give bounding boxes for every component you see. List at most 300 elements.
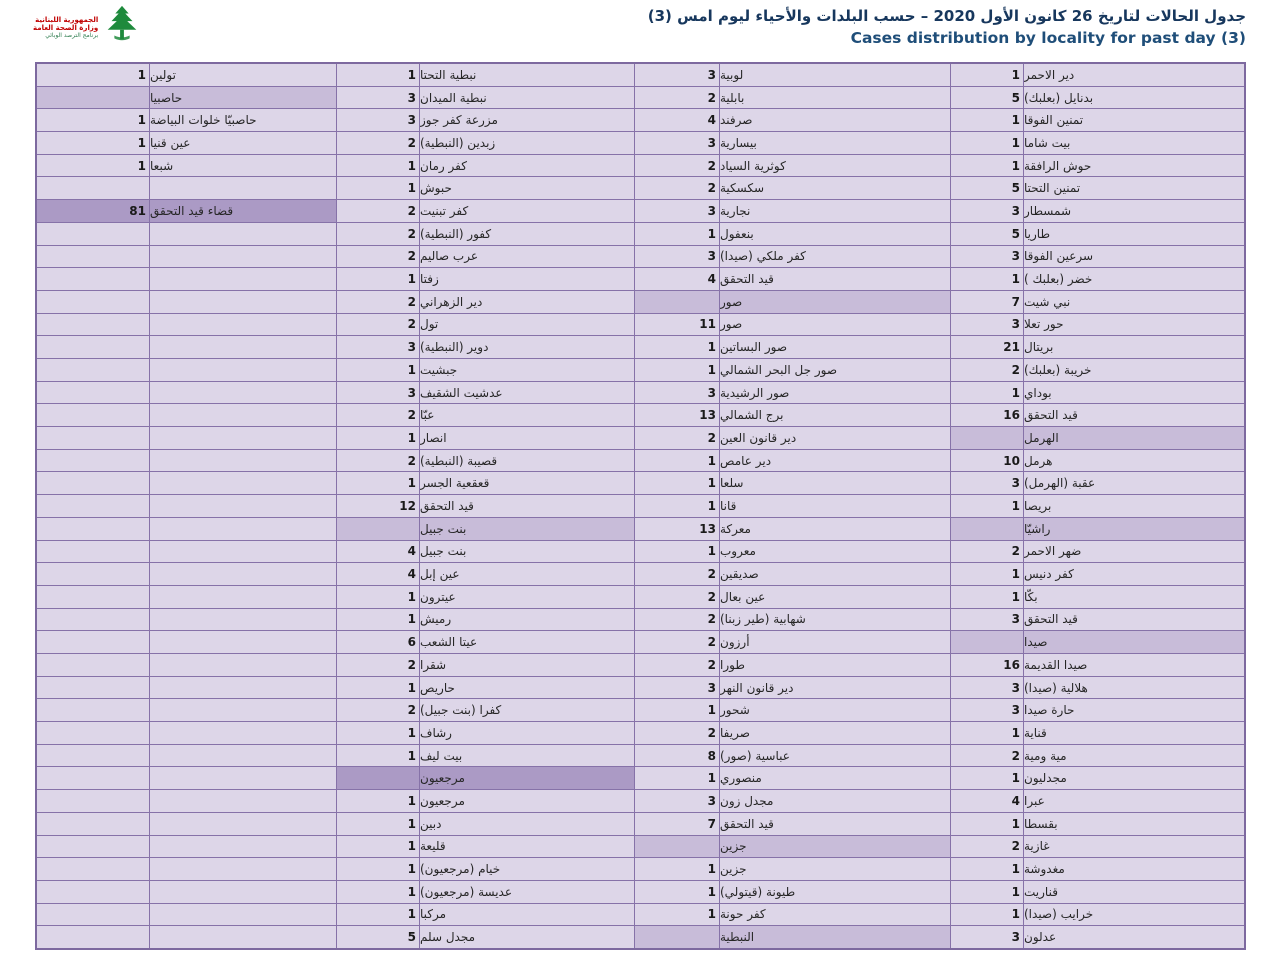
count-cell: 21 <box>951 336 1023 358</box>
locality-cell: عدلون <box>1024 926 1244 948</box>
count-cell: 3 <box>635 790 719 812</box>
locality-cell: عين بعال <box>720 586 950 608</box>
district-count-cell <box>37 87 149 109</box>
locality-cell: هلالية (صيدا) <box>1024 677 1244 699</box>
count-cell: 1 <box>337 813 419 835</box>
locality-cell <box>150 790 336 812</box>
locality-cell: عباسية (صور) <box>720 745 950 767</box>
count-cell: 1 <box>635 450 719 472</box>
locality-cell: أرزون <box>720 631 950 653</box>
locality-cell: حارة صيدا <box>1024 699 1244 721</box>
report-title-arabic: جدول الحالات لتاريخ 26 كانون الأول 2020 – حسب البلدات والأحياء ليوم امس (3) <box>647 7 1246 25</box>
count-cell: 2 <box>635 586 719 608</box>
locality-cell: مجدل سلم <box>420 926 634 948</box>
count-cell: 3 <box>337 87 419 109</box>
count-cell <box>37 177 149 199</box>
count-cell: 3 <box>951 677 1023 699</box>
count-cell: 1 <box>951 132 1023 154</box>
locality-cell: قيد التحقق <box>1024 609 1244 631</box>
count-cell: 1 <box>337 677 419 699</box>
count-cell <box>37 450 149 472</box>
count-cell: 2 <box>337 654 419 676</box>
locality-cell: تولين <box>150 64 336 86</box>
district-header-cell: صور <box>720 291 950 313</box>
locality-cell: مزرعة كفر جوز <box>420 109 634 131</box>
locality-cell: بيت شاما <box>1024 132 1244 154</box>
count-cell: 1 <box>635 472 719 494</box>
count-cell: 2 <box>635 722 719 744</box>
count-cell: 5 <box>337 926 419 948</box>
locality-cell <box>150 177 336 199</box>
locality-cell: مغدوشة <box>1024 858 1244 880</box>
locality-cell: نبطية التحتا <box>420 64 634 86</box>
locality-cell: سرعين الفوقا <box>1024 246 1244 268</box>
count-cell: 1 <box>635 767 719 789</box>
locality-cell <box>150 904 336 926</box>
locality-cell: دير الاحمر <box>1024 64 1244 86</box>
locality-cell: كفرا (بنت جبيل) <box>420 699 634 721</box>
count-cell: 1 <box>337 881 419 903</box>
locality-cell: صور جل البحر الشمالي <box>720 359 950 381</box>
locality-cell: قناية <box>1024 722 1244 744</box>
locality-cell: زبدين (النبطية) <box>420 132 634 154</box>
count-cell: 3 <box>951 472 1023 494</box>
count-cell: 3 <box>635 200 719 222</box>
count-cell: 1 <box>635 541 719 563</box>
locality-cell: بدنايل (بعلبك) <box>1024 87 1244 109</box>
locality-cell: سكسكية <box>720 177 950 199</box>
count-cell: 6 <box>337 631 419 653</box>
locality-cell: طيونة (قيتولي) <box>720 881 950 903</box>
count-cell: 2 <box>337 314 419 336</box>
count-cell: 4 <box>951 790 1023 812</box>
locality-cell: حوش الرافقة <box>1024 155 1244 177</box>
count-cell <box>37 314 149 336</box>
district-header-cell: بنت جبيل <box>420 518 634 540</box>
locality-cell: شبعا <box>150 155 336 177</box>
locality-cell: كفر رمان <box>420 155 634 177</box>
count-cell: 2 <box>337 223 419 245</box>
locality-cell <box>150 382 336 404</box>
locality-cell: قعقعية الجسر <box>420 472 634 494</box>
count-cell <box>37 631 149 653</box>
locality-cell: عديسة (مرجعيون) <box>420 881 634 903</box>
locality-cell: صديقين <box>720 563 950 585</box>
count-cell <box>37 677 149 699</box>
count-cell: 8 <box>635 745 719 767</box>
locality-cell: كفر حونة <box>720 904 950 926</box>
count-cell: 3 <box>337 109 419 131</box>
count-cell <box>37 926 149 948</box>
count-cell: 1 <box>337 472 419 494</box>
count-cell: 1 <box>951 904 1023 926</box>
locality-cell: بيسارية <box>720 132 950 154</box>
count-cell <box>37 291 149 313</box>
locality-cell <box>150 745 336 767</box>
count-cell: 2 <box>951 745 1023 767</box>
locality-cell <box>150 246 336 268</box>
count-cell: 1 <box>951 722 1023 744</box>
count-cell: 1 <box>635 223 719 245</box>
locality-cell: دبين <box>420 813 634 835</box>
locality-cell: مية ومية <box>1024 745 1244 767</box>
locality-cell: صريفا <box>720 722 950 744</box>
count-cell: 1 <box>37 155 149 177</box>
count-cell <box>37 836 149 858</box>
count-cell: 2 <box>337 291 419 313</box>
count-cell: 3 <box>951 926 1023 948</box>
count-cell: 1 <box>337 858 419 880</box>
count-cell: 2 <box>635 155 719 177</box>
locality-cell <box>150 609 336 631</box>
count-cell <box>37 881 149 903</box>
district-count-cell <box>951 427 1023 449</box>
locality-cell: صور <box>720 314 950 336</box>
locality-cell: بقسطا <box>1024 813 1244 835</box>
count-cell: 2 <box>337 450 419 472</box>
count-cell <box>37 404 149 426</box>
locality-cell: صور البساتين <box>720 336 950 358</box>
count-cell: 1 <box>635 495 719 517</box>
count-cell: 1 <box>337 586 419 608</box>
count-cell: 1 <box>337 836 419 858</box>
locality-cell <box>150 518 336 540</box>
count-cell <box>37 336 149 358</box>
count-cell: 4 <box>635 268 719 290</box>
district-count-cell <box>337 518 419 540</box>
count-cell: 3 <box>635 246 719 268</box>
district-header-cell: قضاء قيد التحقق <box>150 200 336 222</box>
locality-cell <box>150 495 336 517</box>
locality-cell <box>150 427 336 449</box>
count-cell: 2 <box>337 200 419 222</box>
locality-cell: مجدل زون <box>720 790 950 812</box>
count-cell: 3 <box>337 382 419 404</box>
locality-cell: كفر تبنيت <box>420 200 634 222</box>
cedar-icon <box>101 4 143 50</box>
locality-cell: هرمل <box>1024 450 1244 472</box>
logo-line-republic: الجمهورية اللبنانية <box>35 15 99 24</box>
logo-line-program: برنامج الترصد الوبائي <box>45 31 99 39</box>
locality-cell: رميش <box>420 609 634 631</box>
locality-cell: خريبة (بعلبك) <box>1024 359 1244 381</box>
locality-cell: دير الزهراني <box>420 291 634 313</box>
district-header-cell: النبطية <box>720 926 950 948</box>
locality-cell: طورا <box>720 654 950 676</box>
count-cell: 1 <box>951 382 1023 404</box>
locality-cell <box>150 836 336 858</box>
count-cell: 1 <box>37 109 149 131</box>
count-cell: 1 <box>337 268 419 290</box>
count-cell: 10 <box>951 450 1023 472</box>
count-cell: 1 <box>635 858 719 880</box>
locality-cell: قيد التحقق <box>720 813 950 835</box>
count-cell: 3 <box>635 132 719 154</box>
count-cell: 2 <box>337 246 419 268</box>
count-cell: 16 <box>951 404 1023 426</box>
count-cell: 1 <box>951 858 1023 880</box>
count-cell <box>37 472 149 494</box>
district-header-cell: الهرمل <box>1024 427 1244 449</box>
locality-cell: رشاف <box>420 722 634 744</box>
locality-cell: قصيبة (النبطية) <box>420 450 634 472</box>
locality-cell: منصوري <box>720 767 950 789</box>
locality-cell <box>150 314 336 336</box>
locality-cell: شمسطار <box>1024 200 1244 222</box>
locality-cell: شهابية (طير زبنا) <box>720 609 950 631</box>
count-cell <box>37 359 149 381</box>
count-cell: 4 <box>337 541 419 563</box>
locality-cell: حاصبيّا خلوات البياضة <box>150 109 336 131</box>
locality-cell: بوداي <box>1024 382 1244 404</box>
locality-cell: مرجعيون <box>420 790 634 812</box>
moph-logo <box>33 4 143 50</box>
locality-cell <box>150 541 336 563</box>
count-cell: 3 <box>951 609 1023 631</box>
count-cell: 3 <box>337 336 419 358</box>
count-cell: 4 <box>635 109 719 131</box>
count-cell <box>37 767 149 789</box>
count-cell <box>37 904 149 926</box>
count-cell: 1 <box>337 904 419 926</box>
locality-cell: حور تعلا <box>1024 314 1244 336</box>
locality-cell: دير عامص <box>720 450 950 472</box>
logo-line-ministry: وزارة الصحة العامة <box>33 23 99 32</box>
count-cell: 3 <box>951 314 1023 336</box>
locality-cell: انصار <box>420 427 634 449</box>
count-cell: 1 <box>37 64 149 86</box>
locality-cell: ضهر الاحمر <box>1024 541 1244 563</box>
count-cell: 1 <box>951 563 1023 585</box>
locality-cell: قيد التحقق <box>720 268 950 290</box>
count-cell: 2 <box>951 359 1023 381</box>
count-cell: 13 <box>635 518 719 540</box>
count-cell: 1 <box>337 155 419 177</box>
locality-cell: صيدا القديمة <box>1024 654 1244 676</box>
count-cell: 7 <box>951 291 1023 313</box>
count-cell: 1 <box>951 586 1023 608</box>
count-cell: 2 <box>951 541 1023 563</box>
locality-cell: طاريا <box>1024 223 1244 245</box>
count-cell: 2 <box>337 404 419 426</box>
locality-cell: بريصا <box>1024 495 1244 517</box>
count-cell: 1 <box>337 745 419 767</box>
locality-cell: عين إبل <box>420 563 634 585</box>
count-cell: 1 <box>951 813 1023 835</box>
locality-cell: تمنين الفوقا <box>1024 109 1244 131</box>
locality-cell: عرب صاليم <box>420 246 634 268</box>
locality-cell: قليعة <box>420 836 634 858</box>
locality-cell: حبوش <box>420 177 634 199</box>
locality-cell: قانا <box>720 495 950 517</box>
district-count-cell <box>635 291 719 313</box>
count-cell <box>37 699 149 721</box>
locality-cell: شحور <box>720 699 950 721</box>
locality-cell: كوثرية السياد <box>720 155 950 177</box>
locality-cell: عدشيت الشقيف <box>420 382 634 404</box>
locality-cell: كفر ملكي (صيدا) <box>720 246 950 268</box>
locality-cell <box>150 767 336 789</box>
locality-cell: زفتا <box>420 268 634 290</box>
locality-cell: معروب <box>720 541 950 563</box>
count-cell: 1 <box>635 881 719 903</box>
count-cell <box>37 813 149 835</box>
locality-cell <box>150 291 336 313</box>
locality-cell <box>150 881 336 903</box>
moph-logo-text <box>33 16 98 39</box>
locality-cell: شقرا <box>420 654 634 676</box>
count-cell: 2 <box>635 427 719 449</box>
district-count-cell <box>635 836 719 858</box>
count-cell <box>37 745 149 767</box>
count-cell: 3 <box>951 200 1023 222</box>
count-cell: 2 <box>635 177 719 199</box>
count-cell: 2 <box>635 631 719 653</box>
count-cell <box>37 541 149 563</box>
locality-cell: بابلية <box>720 87 950 109</box>
count-cell <box>37 223 149 245</box>
count-cell: 2 <box>635 87 719 109</box>
count-cell: 4 <box>337 563 419 585</box>
locality-cell <box>150 926 336 948</box>
locality-cell: تمنين التحتا <box>1024 177 1244 199</box>
count-cell <box>37 722 149 744</box>
district-count-cell <box>635 926 719 948</box>
locality-cell <box>150 813 336 835</box>
district-count-cell <box>951 631 1023 653</box>
count-cell: 1 <box>951 767 1023 789</box>
count-cell: 11 <box>635 314 719 336</box>
count-cell: 12 <box>337 495 419 517</box>
locality-cell: غازية <box>1024 836 1244 858</box>
report-header <box>648 6 1246 49</box>
locality-cell: خضر (بعلبك ) <box>1024 268 1244 290</box>
count-cell: 1 <box>337 722 419 744</box>
locality-cell: عين قنيا <box>150 132 336 154</box>
locality-cell: كفور (النبطية) <box>420 223 634 245</box>
locality-cell <box>150 223 336 245</box>
locality-cell: دوير (النبطية) <box>420 336 634 358</box>
locality-cell: عيتا الشعب <box>420 631 634 653</box>
locality-cell: تول <box>420 314 634 336</box>
count-cell: 1 <box>337 609 419 631</box>
locality-cell: حاريص <box>420 677 634 699</box>
count-cell <box>37 858 149 880</box>
locality-cell: نجارية <box>720 200 950 222</box>
count-cell <box>37 268 149 290</box>
count-cell: 3 <box>635 382 719 404</box>
locality-cell: برج الشمالي <box>720 404 950 426</box>
district-header-cell: مرجعيون <box>420 767 634 789</box>
locality-cell: نبي شيت <box>1024 291 1244 313</box>
locality-cell: بنعفول <box>720 223 950 245</box>
count-cell: 1 <box>635 336 719 358</box>
count-cell <box>37 518 149 540</box>
count-cell: 1 <box>951 64 1023 86</box>
count-cell: 1 <box>951 155 1023 177</box>
count-cell: 7 <box>635 813 719 835</box>
count-cell: 1 <box>635 699 719 721</box>
count-cell: 1 <box>635 904 719 926</box>
count-cell: 3 <box>635 64 719 86</box>
locality-cell <box>150 677 336 699</box>
locality-cell: صور الرشيدية <box>720 382 950 404</box>
count-cell: 1 <box>37 132 149 154</box>
cases-table <box>35 62 1246 950</box>
district-header-cell: حاصبيا <box>150 87 336 109</box>
locality-cell: لوبية <box>720 64 950 86</box>
locality-cell: دير قانون النهر <box>720 677 950 699</box>
count-cell: 5 <box>951 177 1023 199</box>
count-cell: 2 <box>951 836 1023 858</box>
count-cell: 1 <box>951 881 1023 903</box>
locality-cell: عبرا <box>1024 790 1244 812</box>
locality-cell: عيترون <box>420 586 634 608</box>
locality-cell: خيام (مرجعيون) <box>420 858 634 880</box>
district-header-cell: راشيّا <box>1024 518 1244 540</box>
locality-cell: معركة <box>720 518 950 540</box>
locality-cell <box>150 722 336 744</box>
locality-cell: بريتال <box>1024 336 1244 358</box>
locality-cell: قيد التحقق <box>1024 404 1244 426</box>
count-cell <box>37 790 149 812</box>
count-cell: 1 <box>951 495 1023 517</box>
locality-cell <box>150 450 336 472</box>
locality-cell <box>150 359 336 381</box>
count-cell <box>37 563 149 585</box>
count-cell: 1 <box>337 790 419 812</box>
count-cell: 1 <box>951 109 1023 131</box>
count-cell: 5 <box>951 223 1023 245</box>
district-count-cell <box>951 518 1023 540</box>
locality-cell: صرفند <box>720 109 950 131</box>
count-cell: 2 <box>635 609 719 631</box>
report-title-english: Cases distribution by locality for past day (3) <box>850 29 1246 47</box>
count-cell: 2 <box>337 132 419 154</box>
count-cell <box>37 427 149 449</box>
locality-cell: بيت ليف <box>420 745 634 767</box>
district-count-cell <box>337 767 419 789</box>
locality-cell: سلعا <box>720 472 950 494</box>
locality-cell: بنت جبيل <box>420 541 634 563</box>
count-cell <box>37 586 149 608</box>
locality-cell <box>150 631 336 653</box>
count-cell: 1 <box>337 427 419 449</box>
count-cell: 5 <box>951 87 1023 109</box>
locality-cell <box>150 268 336 290</box>
locality-cell: كفر دنيس <box>1024 563 1244 585</box>
locality-cell: قيد التحقق <box>420 495 634 517</box>
locality-cell: عبّا <box>420 404 634 426</box>
count-cell: 2 <box>635 654 719 676</box>
count-cell <box>37 495 149 517</box>
district-header-cell: صيدا <box>1024 631 1244 653</box>
locality-cell <box>150 404 336 426</box>
locality-cell <box>150 699 336 721</box>
count-cell: 16 <box>951 654 1023 676</box>
locality-cell: عقبة (الهرمل) <box>1024 472 1244 494</box>
district-header-cell: جزين <box>720 836 950 858</box>
locality-cell <box>150 336 336 358</box>
count-cell <box>37 246 149 268</box>
locality-cell: مجدليون <box>1024 767 1244 789</box>
count-cell: 13 <box>635 404 719 426</box>
locality-cell: خرايب (صيدا) <box>1024 904 1244 926</box>
district-count-cell: 81 <box>37 200 149 222</box>
count-cell <box>37 609 149 631</box>
locality-cell <box>150 563 336 585</box>
count-cell: 3 <box>951 699 1023 721</box>
